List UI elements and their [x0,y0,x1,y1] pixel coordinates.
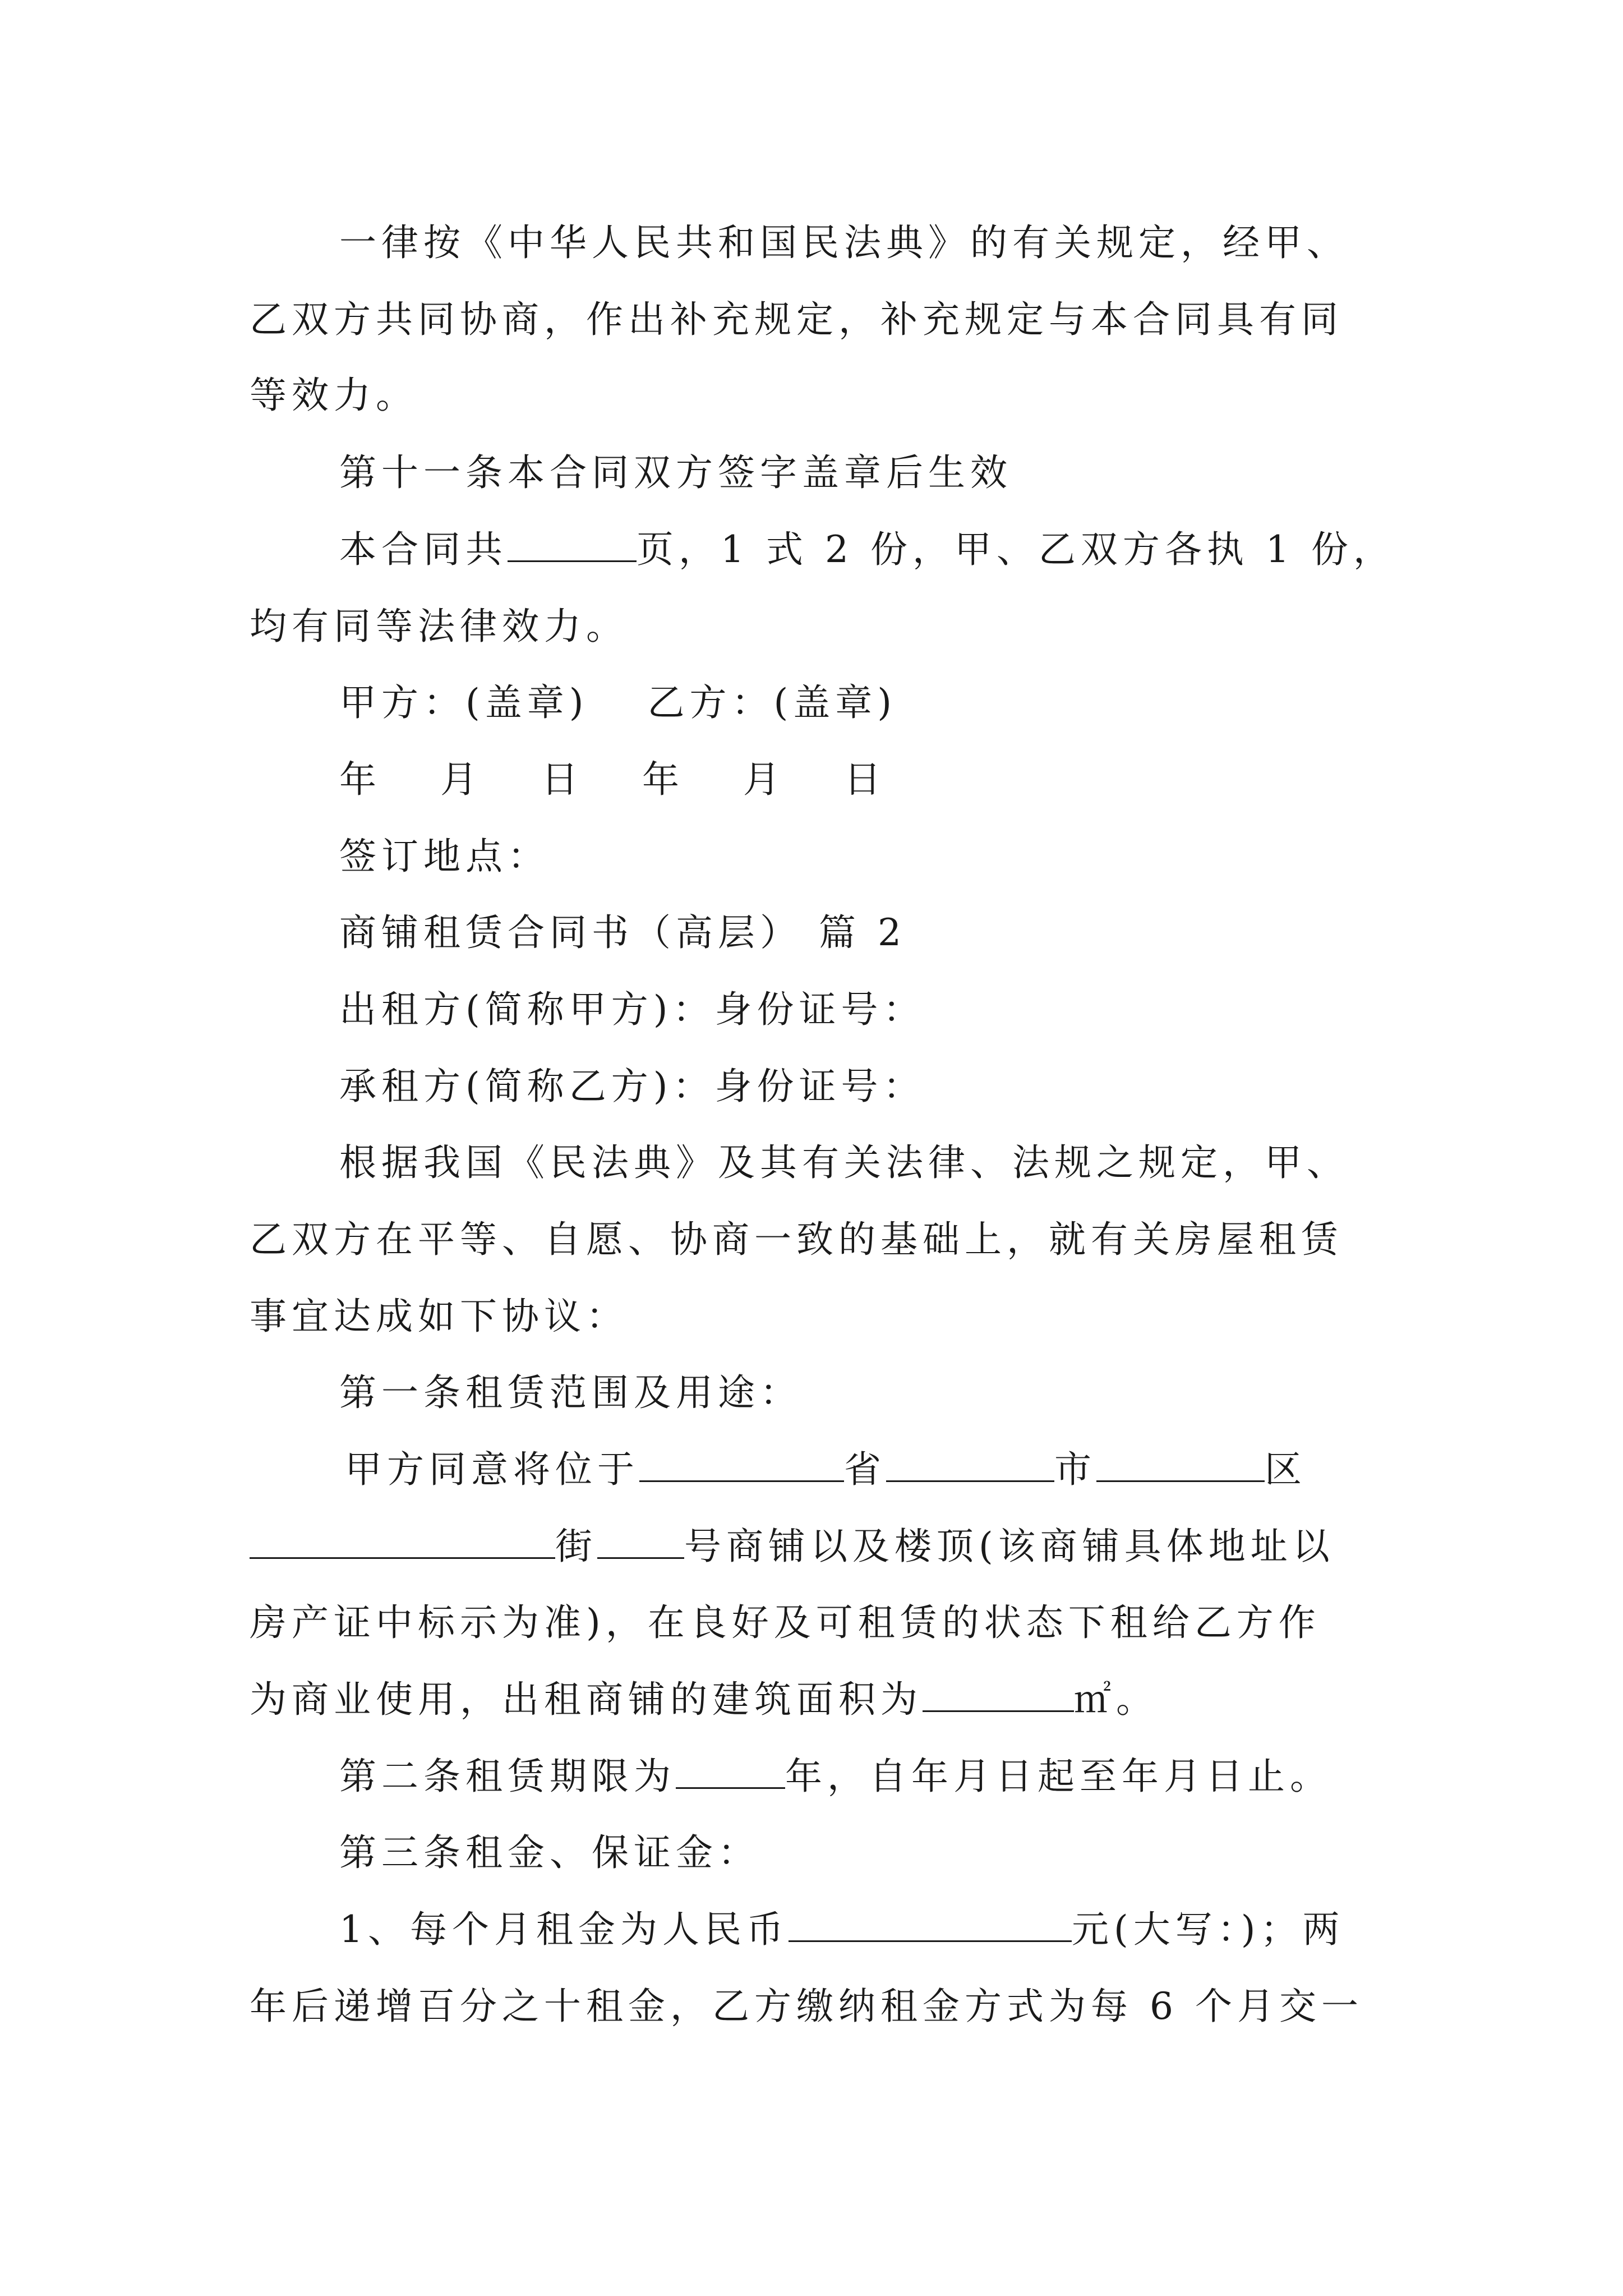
text-run: 乙双方在平等、自愿、协商一致的基础上，就有关房屋租赁 [250,1218,1343,1261]
paragraph-line [339,1138,1349,1188]
text-run: 根据我国《民法典》及其有关法律、法规之规定，甲、 [339,1141,1349,1184]
text-run: 区 [1265,1448,1307,1491]
lessor-line [339,984,925,1035]
text-run: 出租方(简称甲方)：身份证号： [339,988,925,1031]
paragraph-line [250,1214,1343,1265]
fill-in-blank [789,1906,1072,1942]
paragraph-line [250,601,628,652]
paragraph-line [250,1521,1335,1572]
text-run: 号商铺以及楼顶(该商铺具体地址以 [684,1525,1335,1568]
fill-in-blank [508,526,637,562]
section-title [339,908,906,958]
text-run: 页，1 式 2 份，甲、乙双方各执 1 份， [637,528,1395,571]
text-run: 第一条租赁范围及用途： [339,1371,802,1414]
text-run: 元(大写：)；两 [1072,1908,1345,1951]
text-run: 年 月 日 年 月 日 [339,758,886,801]
fill-in-blank [639,1446,844,1482]
article-heading [339,448,1012,498]
text-run: 甲方：(盖章) 乙方：(盖章) [339,681,897,724]
fill-in-blank [1096,1446,1265,1482]
article-heading [339,1828,760,1878]
text-run: 第二条租赁期限为 [339,1755,676,1798]
article-heading [339,1368,802,1418]
text-run: 本合同共 [339,528,508,571]
date-line [339,754,886,805]
fill-in-blank [923,1676,1074,1712]
text-run: 事宜达成如下协议： [250,1295,628,1338]
paragraph-line [250,295,1343,345]
text-run: 省 [844,1448,886,1491]
text-run: 为商业使用，出租商铺的建筑面积为 [250,1678,923,1721]
paragraph-line [250,1291,628,1342]
text-run: 一律按《中华人民共和国民法典》的有关规定，经甲、 [339,221,1349,264]
paragraph-line [250,1598,1321,1648]
text-run: 第三条租金、保证金： [339,1831,760,1874]
lessee-line [339,1061,925,1112]
fill-in-blank [250,1522,555,1559]
article-heading [339,1751,1332,1802]
text-run: 签订地点： [339,835,550,878]
paragraph-line [345,1444,1307,1495]
text-run: 年后递增百分之十租金，乙方缴纳租金方式为每 6 个月交一 [250,1985,1363,2028]
text-run: ㎡。 [1074,1678,1158,1721]
fill-in-blank [676,1752,785,1789]
paragraph-line [250,1981,1363,2032]
text-run: 房产证中标示为准)，在良好及可租赁的状态下租给乙方作 [250,1601,1321,1644]
text-run: 承租方(简称乙方)：身份证号： [339,1065,925,1108]
signature-line [339,678,897,728]
paragraph-line [339,1904,1345,1955]
fill-in-blank [886,1446,1054,1482]
text-run: 商铺租赁合同书（高层） 篇 2 [339,911,906,954]
paragraph-line [250,370,418,421]
text-run: 1、每个月租金为人民币 [339,1908,789,1951]
paragraph-line [250,1674,1158,1725]
text-run: 市 [1054,1448,1096,1491]
text-run: 第十一条本合同双方签字盖章后生效 [339,451,1012,494]
text-run: 甲方同意将位于 [345,1448,639,1491]
text-run: 乙双方共同协商，作出补充规定，补充规定与本合同具有同 [250,298,1343,341]
paragraph-line [339,218,1349,268]
text-run: 均有同等法律效力。 [250,605,628,648]
text-run: 等效力。 [250,374,418,417]
signing-place-line [339,831,550,882]
text-run: 街 [555,1525,597,1568]
fill-in-blank [597,1522,684,1559]
text-run: 年，自年月日起至年月日止。 [785,1755,1332,1798]
paragraph-line [339,524,1395,575]
